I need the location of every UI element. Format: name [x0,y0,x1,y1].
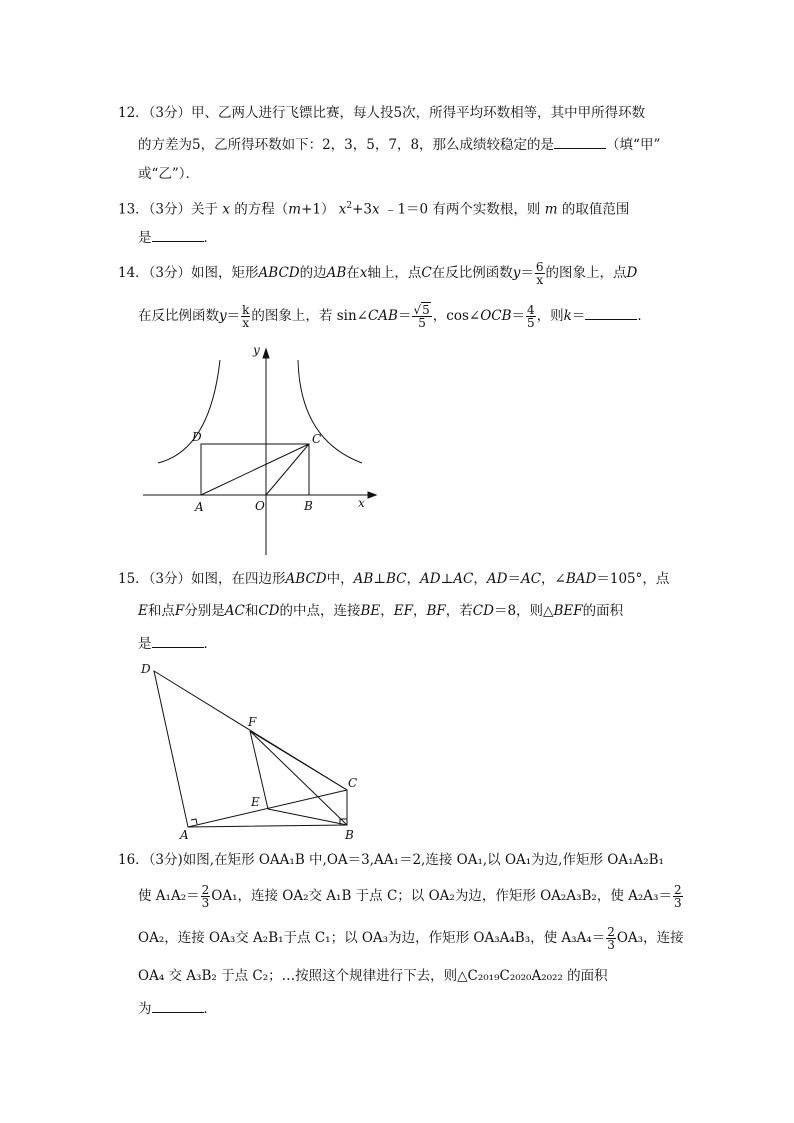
q15-text: ，若 [445,603,473,619]
q15-seg: BC [385,571,407,587]
q13-text: 是 [138,230,152,246]
q12-line2 [138,134,660,155]
frac-den: 3 [673,896,682,910]
q15-seg: AC [224,603,245,619]
q15-text: ＝8，则△ [493,603,554,619]
q13-text: 的方程（ [234,201,289,218]
q15-seg: AC [520,571,542,587]
q14-var: y [512,265,521,281]
q15-seg: AD [486,571,508,587]
q15-triangle: BEF [553,603,583,619]
label-d: D [141,662,151,676]
q16-text: ． [203,1001,217,1017]
q12-answer-blank [554,134,606,149]
frac-den: x [242,316,250,330]
q14-fraction-k-over-x [241,304,250,329]
label-f: F [248,715,257,729]
q15-text: 是 [138,636,152,652]
q14-point: C [421,265,432,281]
frac-num: 6 [535,260,544,274]
frac-num: k [242,303,250,317]
frac-num: 2 [201,883,210,897]
q14-var: x [359,265,368,281]
label-a: A [195,500,204,514]
q16-line1: 16．（3分)如图,在矩形 OAA₁B 中,OA＝3,AA₁＝2,连接 OA₁,以 OA₁为边,作矩形 OA₁A₂B₁ [118,852,664,868]
q14-angle: OCB [480,308,512,324]
segment-fb [250,731,347,825]
q16-fraction-2-3 [673,884,683,909]
q15-seg: AC [453,571,474,587]
q15-text: ⊥ [373,571,386,587]
x-axis-arrow [368,492,376,498]
frac-den: 5 [418,316,426,330]
q14-text: 在反比例函数 [138,308,219,324]
q15-text: 中， [326,571,354,587]
q16-fraction-2-3 [201,884,211,909]
frac-den: 3 [201,896,210,910]
frac-num: 2 [607,925,615,939]
q16-text: OA₂，连接 OA₃交 A₂B₁于点 C₁；以 OA₃为边，作矩形 OA₃A₄B₃，使 A₃A₄＝ [138,930,606,946]
q14-text: ＝ [571,308,586,324]
label-x: x [358,496,365,510]
q13-text: 的取值范围 [561,201,630,218]
q16-line4: OA₄ 交 A₃B₂ 于点 C₂；…按照这个规律进行下去，则△C₂₀₁₉C₂₀₂₀A₂₀₂₂ 的面积 [138,968,608,984]
q14-text: ，则 [536,308,564,324]
q15-seg: EF [393,603,413,619]
q14-text: 的图象上，若 sin∠ [251,308,368,324]
q14-text: 的边 [299,265,327,281]
q16-text: OA₃，连接 [616,930,684,946]
q15-text: ，∠ [541,571,566,587]
label-y: y [253,343,260,357]
q15-text: 15．（3分）如图，在四边形 [118,571,286,587]
q13-answer-blank [152,227,204,242]
label-c: C [312,432,322,446]
q16-text: OA₁，连接 OA₂交 A₁B 于点 C；以 OA₂为边，作矩形 OA₂A₃B₂，使 A₂A₃＝ [211,888,672,904]
q14-text: 在反比例函数 [431,265,513,281]
q14-line2 [138,304,651,329]
q13-text: +1） [301,201,335,218]
q15-text: 和 [244,603,259,619]
q14-text: ＝ [226,308,241,324]
q15-quad: ABCD [285,571,327,587]
q15-text: 的中点，连接 [279,603,361,619]
hyperbola-left [158,360,220,463]
q15-angle: BAD [565,571,597,587]
q13-var-x3: x [372,201,380,218]
q15-line1 [118,569,669,589]
q15-seg: BE [360,603,381,619]
frac-num: √5 [413,303,430,317]
q14-angle: CAB [367,308,398,324]
q14-text: ＝ [511,308,526,324]
q16-text: 使 A₁A₂＝ [138,888,200,904]
right-angle-a [191,819,197,824]
q15-line3 [138,633,217,654]
q15-text: ， [413,603,427,619]
q12-line2-tail: （填“甲” [606,137,661,153]
y-axis-arrow [263,349,269,358]
q15-seg: AD [420,571,441,587]
q15-seg: CD [258,603,280,619]
q15-text: ， [406,571,420,587]
q16-line3 [138,926,684,951]
q15-text: 分别是 [184,603,225,619]
q15-seg: BF [426,603,446,619]
label-o: O [255,499,265,513]
q14-text: 轴上，点 [367,265,422,281]
q15-figure [130,655,370,845]
q16-line2 [138,884,684,909]
q14-text: 在 [346,265,360,281]
q12-line3: 或“乙”）． [138,166,200,182]
q16-fraction-2-3 [606,926,616,951]
q15-text: ＝ [507,571,521,587]
q13-text: +3 [352,201,373,218]
segment-eb [268,809,347,825]
label-a: A [180,828,189,842]
q14-line1 [118,261,637,286]
q14-text: ＝ [520,265,534,281]
frac-den: x [536,273,544,287]
label-b: B [345,828,354,842]
q13-text: ． [203,230,217,246]
segment-oc [266,444,309,495]
q13-exponent: 2 [346,201,353,211]
q15-point: E [138,603,148,619]
q14-fraction-6-over-x [535,261,545,286]
q14-point: D [626,265,638,281]
q16-answer-blank [152,998,204,1013]
q14-text: 14．（3分）如图，矩形 [118,265,259,281]
q15-text: ， [473,571,487,587]
frac-num: 2 [673,883,682,897]
q13-line1 [118,196,629,220]
q14-text: 的图象上，点 [545,265,627,281]
diagonal-ac [201,444,309,495]
q15-line2 [138,601,623,621]
q13-var-m: m [288,201,302,218]
q15-seg: CD [472,603,494,619]
frac-den: 5 [527,316,535,330]
label-b: B [304,499,313,513]
q13-var-x2: x [338,201,347,218]
frac-den: 3 [607,938,615,952]
q14-figure [140,340,380,560]
q15-text: ＝105°，点 [596,571,670,587]
label-e: E [251,795,260,809]
q13-line2 [138,227,217,248]
q14-var: y [219,308,227,324]
q15-answer-blank [152,633,204,648]
q14-text: ＝ [397,308,412,324]
hyperbola-right [298,360,362,463]
q15-point: F [174,603,185,619]
q14-text: ． [637,308,651,324]
q15-text: 和点 [147,603,175,619]
q13-text: 13．（3分）关于 [118,201,219,218]
q15-text: ⊥ [440,571,454,587]
q14-var: k [563,308,572,324]
q15-text: ， [380,603,394,619]
q13-text: ﹣1＝0 有两个实数根，则 [383,201,541,218]
q14-text: ，cos∠ [432,308,481,324]
q12-line1: 12．（3分）甲、乙两人进行飞镖比赛，每人投5次，所得平均环数相等，其中甲所得环数 [118,105,646,121]
q15-text: ． [203,636,217,652]
q12-line2-text: 的方差为5，乙所得环数如下：2，3，5，7，8，那么成绩较稳定的是 [138,137,555,153]
frac-num: 4 [527,303,535,317]
q13-var-x: x [222,201,230,218]
q13-var-m2: m [544,201,558,218]
q14-side: AB [326,265,347,281]
q16-text: 为 [138,1001,152,1017]
q15-seg: AB [353,571,374,587]
q14-answer-blank [585,305,637,320]
q14-fraction-4-over-5 [526,304,536,329]
segment-fc [250,731,347,790]
sqrt-radicand: 5 [422,303,430,317]
label-d: D [192,430,202,444]
label-c: C [348,776,358,790]
q16-line5 [138,998,217,1019]
q14-fraction-sqrt5-over-5 [412,304,431,329]
q14-rect-name: ABCD [258,265,300,281]
q15-text: 的面积 [582,603,624,619]
